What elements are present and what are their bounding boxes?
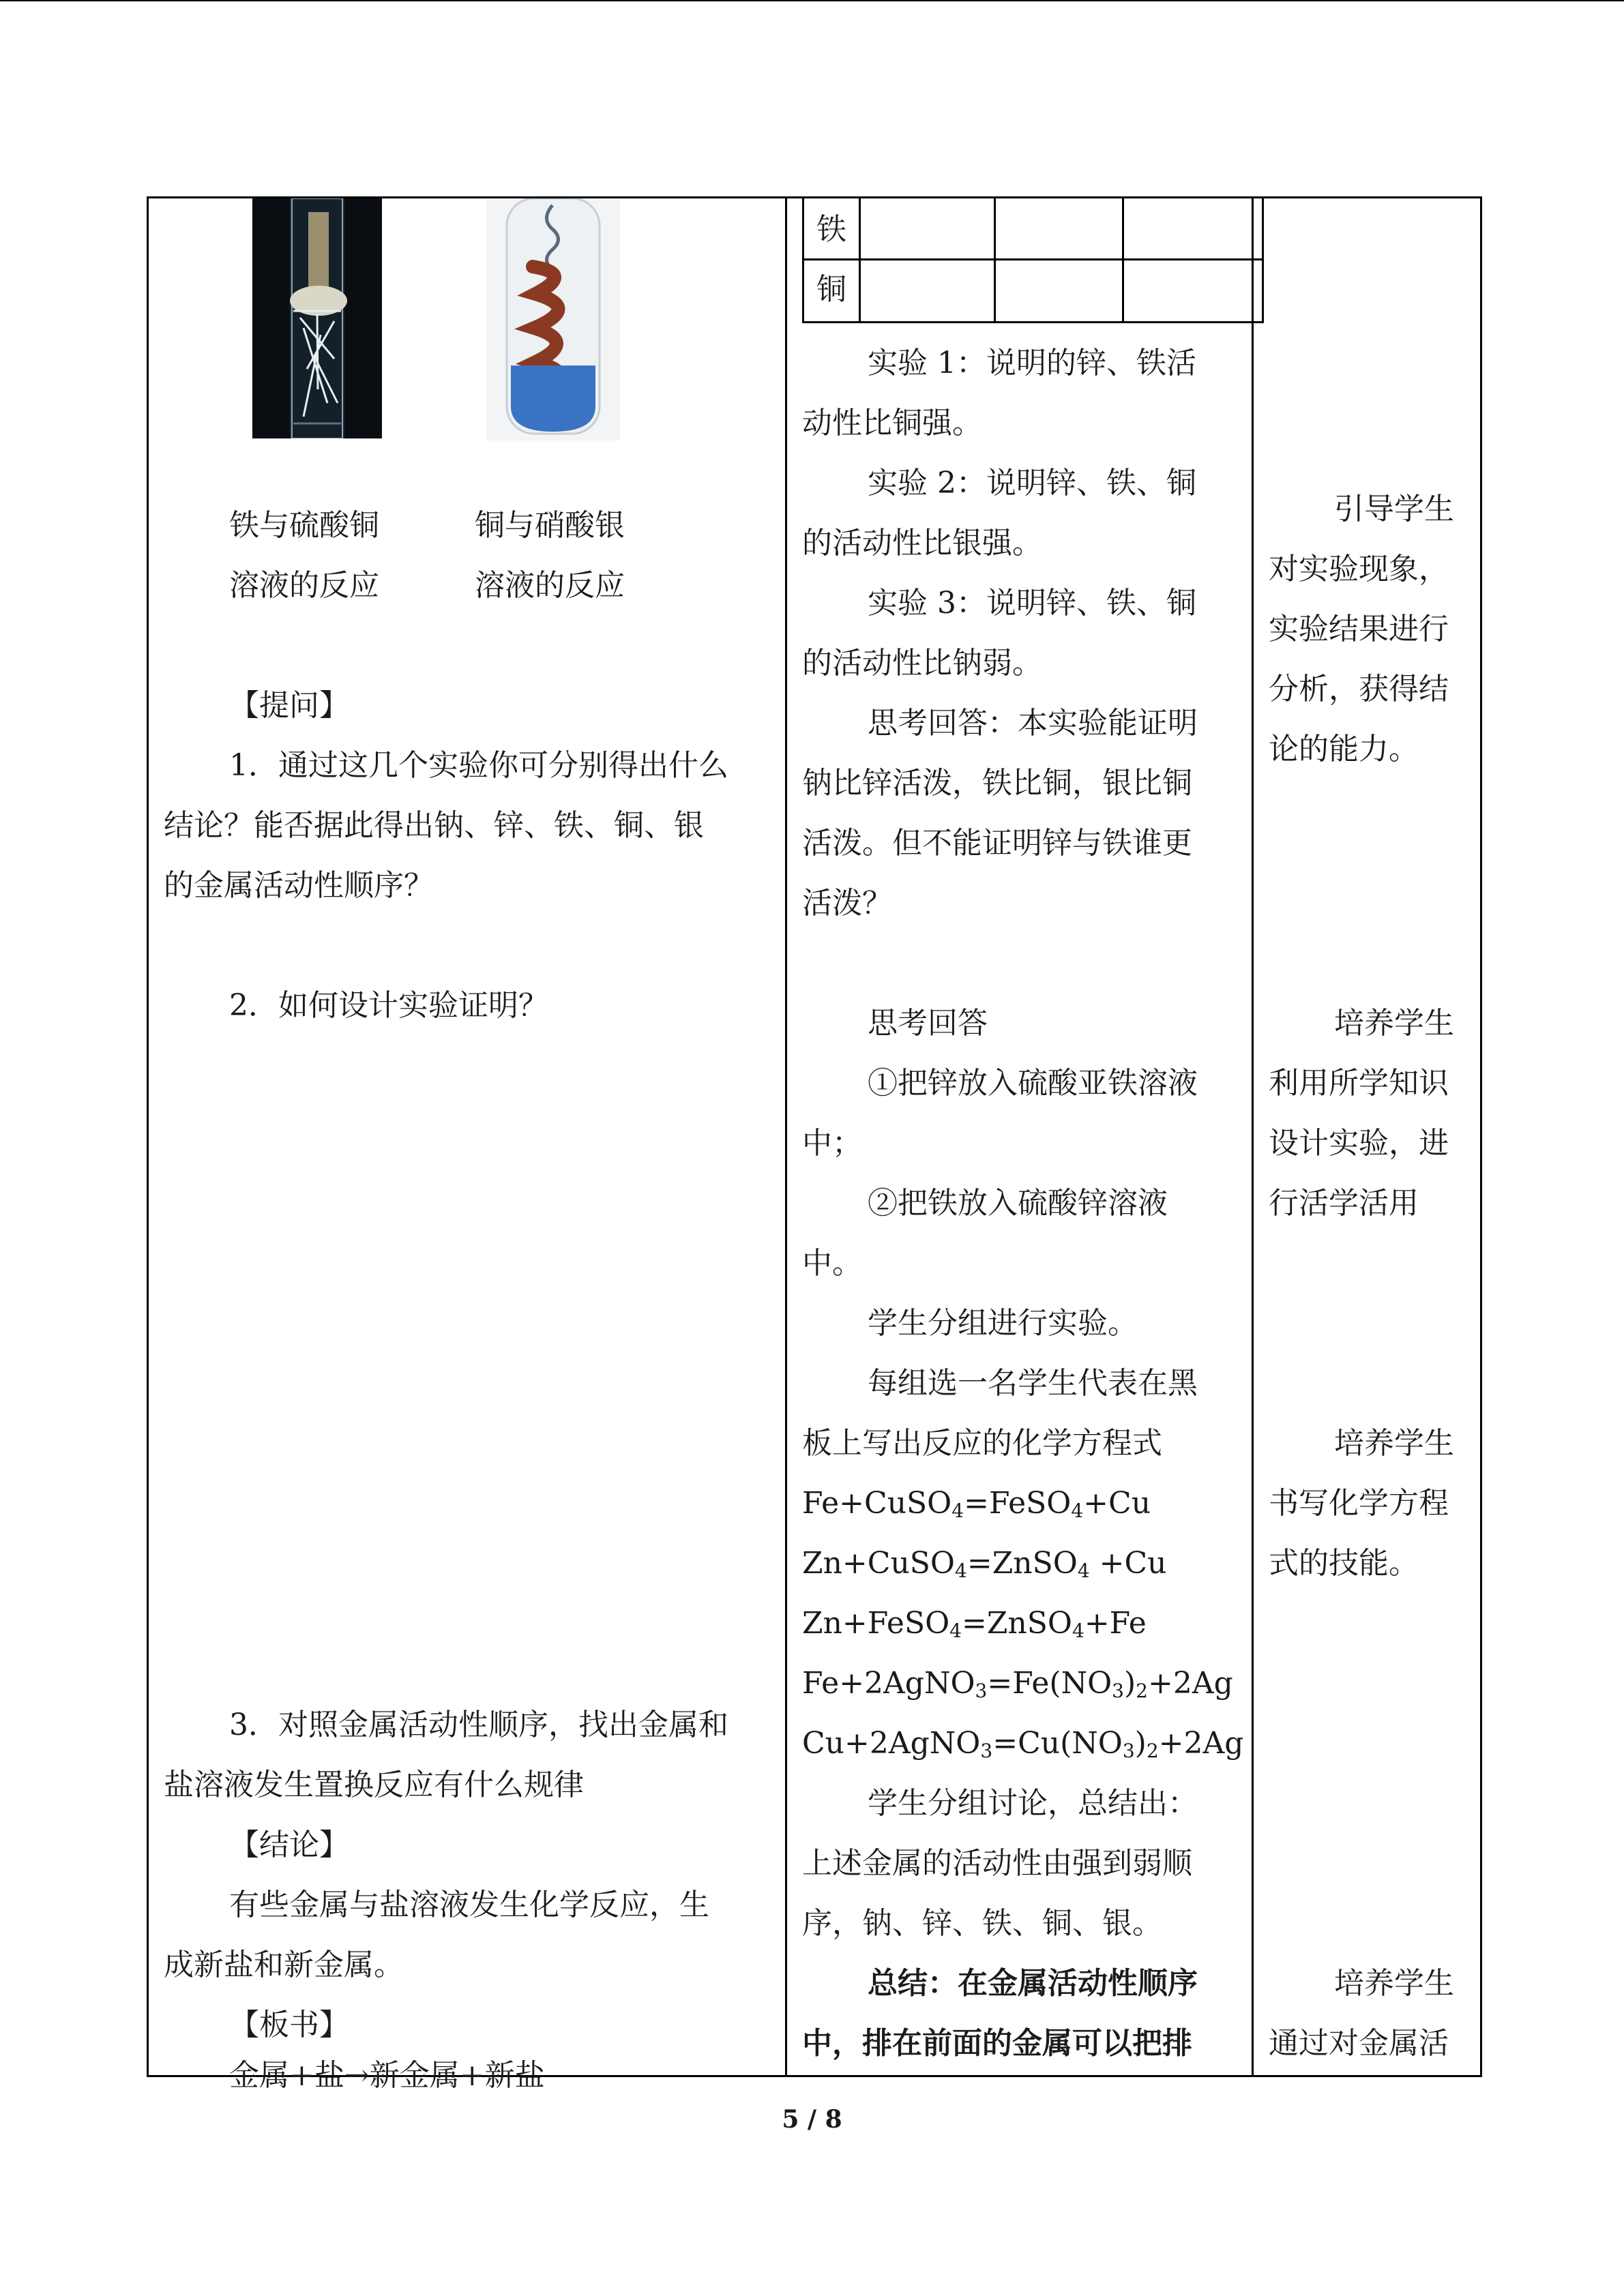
summary-line-2: 中，排在前面的金属可以把排 [802,2026,1192,2061]
student-activity-column [787,198,1252,2075]
experiment-3-line-1: 实验 3：说明锌、铁、铜 [868,586,1196,621]
experiment-2-line-1: 实验 2：说明锌、铁、铜 [868,466,1196,501]
answer-heading: 思考回答 [868,1006,988,1041]
goal-4-line-1: 培养学生 [1334,1966,1454,2001]
equation-1: Fe+CuSO$_4$=FeSO$_4$+Cu [802,1486,1151,1522]
experiment-2-line-2: 的活动性比银强。 [802,526,1042,561]
caption-2-line-1: 铜与硝酸银 [475,508,625,543]
think-answer-line-4: 活泼？ [802,886,892,921]
equation-3: Zn+FeSO$_4$=ZnSO$_4$+Fe [802,1606,1147,1642]
question-1-line-1: 1．通过这几个实验你可分别得出什么 [229,748,728,783]
subtable-row-copper: 铜 [816,272,846,307]
answer-1-line-2: 中； [802,1126,862,1161]
question-2: 2．如何设计实验证明？ [229,988,548,1023]
summary-line-1: 总结：在金属活动性顺序 [868,1966,1198,2001]
discussion-line-2: 上述金属的活动性由强到弱顺 [802,1846,1192,1881]
discussion-line-1: 学生分组讨论，总结出： [868,1786,1198,1821]
goal-3-line-2: 书写化学方程 [1269,1486,1449,1521]
goal-1-line-4: 分析，获得结 [1269,672,1449,706]
iron-copper-sulfate-tube-image [252,198,382,438]
answer-2-line-2: 中。 [802,1246,862,1281]
equation-2: Zn+CuSO$_4$=ZnSO$_4$ +Cu [802,1546,1167,1582]
goal-2-line-4: 行活学活用 [1269,1186,1419,1221]
think-answer-line-3: 活泼。但不能证明锌与铁谁更 [802,826,1192,861]
page-number: 5 / 8 [782,2105,842,2134]
discussion-line-3: 序，钠、锌、铁、铜、银。 [802,1906,1162,1941]
goal-1-line-5: 论的能力。 [1269,732,1419,766]
lesson-table [147,196,1482,2093]
representative-line-1: 每组选一名学生代表在黑 [868,1366,1198,1401]
goal-2-line-2: 利用所学知识 [1269,1066,1449,1101]
answer-2-line-1: ②把铁放入硫酸锌溶液 [868,1186,1168,1221]
answer-1-line-1: ①把锌放入硫酸亚铁溶液 [868,1066,1198,1101]
question-1-line-3: 的金属活动性顺序？ [164,868,434,903]
goal-2-line-1: 培养学生 [1334,1006,1454,1041]
top-border-line [0,0,1624,1]
copper-silver-nitrate-tube-image [486,198,620,441]
goal-3-line-3: 式的技能。 [1269,1546,1419,1581]
conclusion-line-1: 有些金属与盐溶液发生化学反应，生 [229,1888,709,1922]
question-heading: 【提问】 [229,688,349,723]
question-1-line-2: 结论？能否据此得出钠、锌、铁、铜、银 [164,808,704,843]
caption-1-line-1: 铁与硫酸铜 [229,508,379,543]
conclusion-heading: 【结论】 [229,1828,349,1862]
question-3-line-2: 盐溶液发生置换反应有什么规律 [164,1768,584,1802]
caption-2-line-2: 溶液的反应 [475,568,625,603]
goal-4-line-2: 通过对金属活 [1269,2026,1449,2061]
caption-1-line-2: 溶液的反应 [229,568,379,603]
goal-1-line-1: 引导学生 [1334,492,1454,526]
goal-1-line-3: 实验结果进行 [1269,612,1449,646]
board-formula: 金属+盐→新金属+新盐 [229,2058,545,2093]
experiment-3-line-2: 的活动性比钠弱。 [802,646,1042,681]
equation-5: $Cu+2AgNO_3=Cu(NO_3)_2+2Ag$ [802,1726,1244,1762]
group-experiment: 学生分组进行实验。 [868,1306,1138,1341]
conclusion-line-2: 成新盐和新金属。 [164,1948,404,1982]
representative-line-2: 板上写出反应的化学方程式 [802,1426,1162,1461]
board-heading: 【板书】 [229,2008,349,2042]
subtable-row-iron: 铁 [816,212,846,247]
think-answer-line-1: 思考回答：本实验能证明 [868,706,1198,741]
experiment-1-line-1: 实验 1：说明的锌、铁活 [868,346,1196,381]
goal-3-line-1: 培养学生 [1334,1426,1454,1461]
equation-4: $Fe+2AgNO_3=Fe(NO_3)_2+2Ag$ [802,1666,1233,1702]
design-intent-column [1254,198,1482,2075]
experiment-1-line-2: 动性比铜强。 [802,406,982,441]
question-3-line-1: 3．对照金属活动性顺序，找出金属和 [229,1708,728,1742]
think-answer-line-2: 钠比锌活泼，铁比铜，银比铜 [802,766,1192,801]
goal-2-line-3: 设计实验，进 [1269,1126,1449,1161]
teacher-activity-column [149,198,785,2093]
goal-1-line-2: 对实验现象， [1269,552,1449,586]
